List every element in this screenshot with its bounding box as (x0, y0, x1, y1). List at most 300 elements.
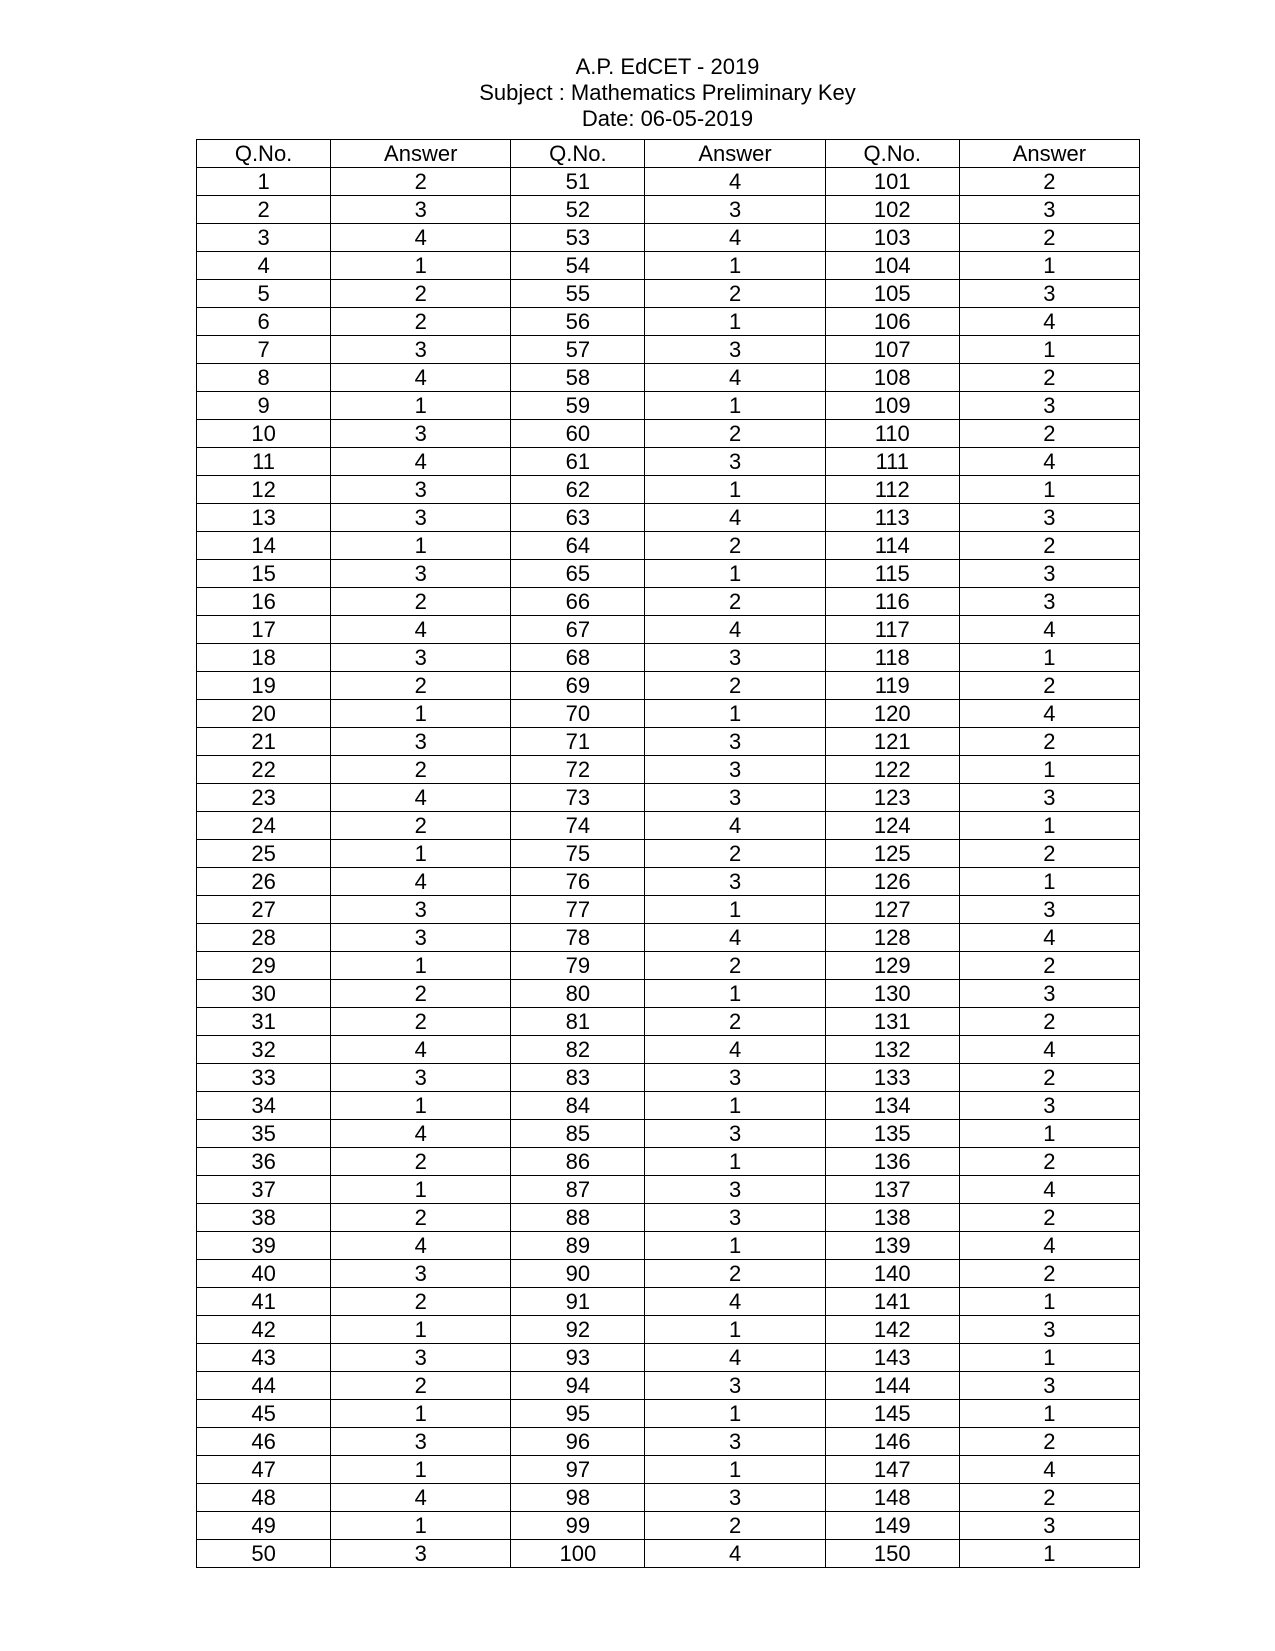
table-row (197, 1064, 1140, 1092)
answer-cell: 1 (645, 1232, 825, 1260)
column-header-answer: Answer (959, 140, 1139, 168)
question-number-cell: 86 (511, 1148, 645, 1176)
header-row (197, 140, 1140, 168)
answer-cell: 3 (331, 1344, 511, 1372)
question-number-cell: 61 (511, 448, 645, 476)
answer-cell: 3 (959, 1512, 1139, 1540)
answer-cell: 2 (331, 756, 511, 784)
answer-cell: 2 (331, 168, 511, 196)
question-number-cell: 117 (825, 616, 959, 644)
answer-cell: 4 (331, 868, 511, 896)
answer-cell: 4 (331, 224, 511, 252)
answer-cell: 3 (959, 980, 1139, 1008)
answer-cell: 3 (645, 196, 825, 224)
question-number-cell: 146 (825, 1428, 959, 1456)
question-number-cell: 69 (511, 672, 645, 700)
question-number-cell: 33 (197, 1064, 331, 1092)
answer-cell: 1 (959, 1540, 1139, 1568)
table-row (197, 476, 1140, 504)
table-row (197, 1512, 1140, 1540)
question-number-cell: 138 (825, 1204, 959, 1232)
answer-cell: 4 (959, 448, 1139, 476)
table-row (197, 1372, 1140, 1400)
answer-cell: 2 (959, 1260, 1139, 1288)
table-row (197, 924, 1140, 952)
answer-cell: 3 (331, 896, 511, 924)
answer-cell: 2 (331, 1148, 511, 1176)
question-number-cell: 119 (825, 672, 959, 700)
table-row (197, 1176, 1140, 1204)
question-number-cell: 56 (511, 308, 645, 336)
answer-cell: 4 (645, 616, 825, 644)
question-number-cell: 92 (511, 1316, 645, 1344)
answer-cell: 3 (645, 756, 825, 784)
table-row (197, 504, 1140, 532)
question-number-cell: 68 (511, 644, 645, 672)
question-number-cell: 149 (825, 1512, 959, 1540)
answer-cell: 4 (645, 168, 825, 196)
answer-cell: 1 (959, 644, 1139, 672)
answer-cell: 2 (959, 224, 1139, 252)
answer-cell: 1 (645, 1456, 825, 1484)
answer-cell: 2 (331, 672, 511, 700)
question-number-cell: 106 (825, 308, 959, 336)
answer-cell: 4 (645, 812, 825, 840)
question-number-cell: 12 (197, 476, 331, 504)
question-number-cell: 43 (197, 1344, 331, 1372)
table-row (197, 1232, 1140, 1260)
answer-cell: 1 (959, 812, 1139, 840)
question-number-cell: 64 (511, 532, 645, 560)
answer-cell: 3 (645, 644, 825, 672)
question-number-cell: 3 (197, 224, 331, 252)
question-number-cell: 8 (197, 364, 331, 392)
table-row (197, 812, 1140, 840)
question-number-cell: 89 (511, 1232, 645, 1260)
question-number-cell: 139 (825, 1232, 959, 1260)
answer-cell: 3 (645, 1120, 825, 1148)
question-number-cell: 111 (825, 448, 959, 476)
answer-cell: 2 (331, 1372, 511, 1400)
column-header-qno: Q.No. (197, 140, 331, 168)
question-number-cell: 23 (197, 784, 331, 812)
answer-cell: 2 (331, 1288, 511, 1316)
answer-cell: 1 (331, 1512, 511, 1540)
answer-cell: 4 (645, 1036, 825, 1064)
question-number-cell: 78 (511, 924, 645, 952)
answer-cell: 1 (331, 1400, 511, 1428)
answer-cell: 1 (331, 700, 511, 728)
table-row (197, 392, 1140, 420)
answer-cell: 1 (645, 896, 825, 924)
answer-cell: 3 (331, 728, 511, 756)
answer-cell: 2 (331, 308, 511, 336)
question-number-cell: 142 (825, 1316, 959, 1344)
answer-cell: 3 (645, 868, 825, 896)
question-number-cell: 101 (825, 168, 959, 196)
answer-cell: 4 (959, 1176, 1139, 1204)
question-number-cell: 40 (197, 1260, 331, 1288)
answer-key-body (197, 168, 1140, 1568)
question-number-cell: 88 (511, 1204, 645, 1232)
answer-cell: 1 (645, 308, 825, 336)
answer-cell: 4 (959, 1456, 1139, 1484)
answer-cell: 2 (959, 364, 1139, 392)
answer-cell: 4 (331, 784, 511, 812)
answer-cell: 2 (959, 1428, 1139, 1456)
answer-cell: 4 (959, 700, 1139, 728)
answer-cell: 2 (645, 672, 825, 700)
question-number-cell: 75 (511, 840, 645, 868)
answer-cell: 3 (959, 504, 1139, 532)
table-row (197, 1204, 1140, 1232)
answer-cell: 1 (645, 392, 825, 420)
question-number-cell: 148 (825, 1484, 959, 1512)
answer-cell: 3 (959, 1092, 1139, 1120)
question-number-cell: 104 (825, 252, 959, 280)
question-number-cell: 84 (511, 1092, 645, 1120)
answer-cell: 4 (645, 1288, 825, 1316)
question-number-cell: 37 (197, 1176, 331, 1204)
answer-cell: 1 (959, 1120, 1139, 1148)
answer-cell: 4 (331, 1120, 511, 1148)
answer-cell: 2 (645, 1008, 825, 1036)
question-number-cell: 62 (511, 476, 645, 504)
table-row (197, 196, 1140, 224)
question-number-cell: 67 (511, 616, 645, 644)
question-number-cell: 24 (197, 812, 331, 840)
question-number-cell: 143 (825, 1344, 959, 1372)
answer-cell: 4 (645, 364, 825, 392)
question-number-cell: 81 (511, 1008, 645, 1036)
question-number-cell: 16 (197, 588, 331, 616)
table-row (197, 532, 1140, 560)
question-number-cell: 122 (825, 756, 959, 784)
question-number-cell: 46 (197, 1428, 331, 1456)
document-header (0, 54, 1275, 132)
question-number-cell: 132 (825, 1036, 959, 1064)
question-number-cell: 93 (511, 1344, 645, 1372)
answer-cell: 2 (331, 1204, 511, 1232)
table-row (197, 308, 1140, 336)
answer-cell: 3 (331, 560, 511, 588)
question-number-cell: 91 (511, 1288, 645, 1316)
answer-cell: 4 (959, 616, 1139, 644)
question-number-cell: 130 (825, 980, 959, 1008)
table-row (197, 896, 1140, 924)
answer-cell: 3 (331, 504, 511, 532)
table-row (197, 1148, 1140, 1176)
question-number-cell: 47 (197, 1456, 331, 1484)
question-number-cell: 110 (825, 420, 959, 448)
answer-cell: 2 (959, 728, 1139, 756)
answer-cell: 4 (645, 1540, 825, 1568)
question-number-cell: 131 (825, 1008, 959, 1036)
question-number-cell: 126 (825, 868, 959, 896)
answer-cell: 1 (645, 252, 825, 280)
answer-cell: 4 (331, 448, 511, 476)
question-number-cell: 41 (197, 1288, 331, 1316)
table-row (197, 1428, 1140, 1456)
question-number-cell: 120 (825, 700, 959, 728)
answer-cell: 2 (645, 420, 825, 448)
question-number-cell: 59 (511, 392, 645, 420)
answer-cell: 2 (959, 1484, 1139, 1512)
question-number-cell: 55 (511, 280, 645, 308)
answer-cell: 1 (959, 868, 1139, 896)
answer-cell: 1 (645, 476, 825, 504)
answer-cell: 1 (645, 980, 825, 1008)
answer-cell: 2 (959, 1008, 1139, 1036)
question-number-cell: 48 (197, 1484, 331, 1512)
question-number-cell: 133 (825, 1064, 959, 1092)
answer-cell: 3 (331, 1260, 511, 1288)
question-number-cell: 147 (825, 1456, 959, 1484)
column-header-qno: Q.No. (825, 140, 959, 168)
table-row (197, 756, 1140, 784)
question-number-cell: 5 (197, 280, 331, 308)
answer-cell: 3 (959, 588, 1139, 616)
question-number-cell: 94 (511, 1372, 645, 1400)
answer-cell: 1 (331, 252, 511, 280)
table-row (197, 588, 1140, 616)
answer-cell: 4 (331, 364, 511, 392)
question-number-cell: 15 (197, 560, 331, 588)
answer-cell: 3 (331, 476, 511, 504)
answer-cell: 1 (331, 532, 511, 560)
question-number-cell: 99 (511, 1512, 645, 1540)
answer-cell: 1 (331, 1316, 511, 1344)
question-number-cell: 44 (197, 1372, 331, 1400)
question-number-cell: 74 (511, 812, 645, 840)
answer-cell: 2 (331, 980, 511, 1008)
question-number-cell: 140 (825, 1260, 959, 1288)
question-number-cell: 85 (511, 1120, 645, 1148)
answer-cell: 3 (959, 896, 1139, 924)
question-number-cell: 103 (825, 224, 959, 252)
question-number-cell: 38 (197, 1204, 331, 1232)
exam-date: Date: 06-05-2019 (581, 106, 754, 131)
table-row (197, 224, 1140, 252)
question-number-cell: 141 (825, 1288, 959, 1316)
question-number-cell: 73 (511, 784, 645, 812)
answer-cell: 2 (959, 1064, 1139, 1092)
table-row (197, 1400, 1140, 1428)
question-number-cell: 96 (511, 1428, 645, 1456)
answer-cell: 2 (959, 952, 1139, 980)
answer-cell: 3 (645, 784, 825, 812)
table-row (197, 980, 1140, 1008)
question-number-cell: 1 (197, 168, 331, 196)
table-row (197, 1316, 1140, 1344)
answer-cell: 4 (959, 1036, 1139, 1064)
answer-cell: 1 (645, 700, 825, 728)
question-number-cell: 129 (825, 952, 959, 980)
answer-cell: 3 (645, 1064, 825, 1092)
answer-cell: 4 (959, 1232, 1139, 1260)
answer-cell: 2 (645, 1260, 825, 1288)
question-number-cell: 65 (511, 560, 645, 588)
question-number-cell: 10 (197, 420, 331, 448)
table-row (197, 784, 1140, 812)
answer-cell: 3 (959, 1316, 1139, 1344)
answer-cell: 2 (331, 812, 511, 840)
column-header-answer: Answer (645, 140, 825, 168)
answer-cell: 1 (331, 952, 511, 980)
question-number-cell: 109 (825, 392, 959, 420)
answer-cell: 2 (959, 1148, 1139, 1176)
answer-cell: 3 (959, 784, 1139, 812)
table-row (197, 364, 1140, 392)
table-row (197, 1008, 1140, 1036)
question-number-cell: 4 (197, 252, 331, 280)
question-number-cell: 60 (511, 420, 645, 448)
answer-cell: 1 (959, 336, 1139, 364)
answer-cell: 2 (645, 280, 825, 308)
table-row (197, 252, 1140, 280)
answer-cell: 3 (959, 560, 1139, 588)
question-number-cell: 36 (197, 1148, 331, 1176)
answer-cell: 4 (645, 924, 825, 952)
question-number-cell: 20 (197, 700, 331, 728)
table-row (197, 168, 1140, 196)
question-number-cell: 83 (511, 1064, 645, 1092)
answer-cell: 1 (331, 1176, 511, 1204)
table-row (197, 1260, 1140, 1288)
question-number-cell: 137 (825, 1176, 959, 1204)
table-row (197, 952, 1140, 980)
answer-cell: 1 (645, 560, 825, 588)
answer-cell: 3 (645, 336, 825, 364)
question-number-cell: 145 (825, 1400, 959, 1428)
subject-title: Subject : Mathematics Preliminary Key (479, 80, 856, 105)
question-number-cell: 125 (825, 840, 959, 868)
question-number-cell: 42 (197, 1316, 331, 1344)
question-number-cell: 123 (825, 784, 959, 812)
answer-cell: 3 (331, 644, 511, 672)
question-number-cell: 19 (197, 672, 331, 700)
question-number-cell: 97 (511, 1456, 645, 1484)
exam-title: A.P. EdCET - 2019 (575, 54, 760, 79)
question-number-cell: 11 (197, 448, 331, 476)
question-number-cell: 22 (197, 756, 331, 784)
question-number-cell: 51 (511, 168, 645, 196)
question-number-cell: 112 (825, 476, 959, 504)
answer-cell: 2 (645, 588, 825, 616)
question-number-cell: 66 (511, 588, 645, 616)
answer-cell: 3 (645, 728, 825, 756)
answer-cell: 4 (645, 224, 825, 252)
answer-cell: 2 (331, 588, 511, 616)
table-row (197, 728, 1140, 756)
table-row (197, 1120, 1140, 1148)
answer-cell: 1 (959, 476, 1139, 504)
answer-cell: 1 (331, 1092, 511, 1120)
answer-cell: 1 (959, 1400, 1139, 1428)
question-number-cell: 127 (825, 896, 959, 924)
answer-cell: 3 (331, 924, 511, 952)
question-number-cell: 107 (825, 336, 959, 364)
question-number-cell: 21 (197, 728, 331, 756)
question-number-cell: 80 (511, 980, 645, 1008)
question-number-cell: 136 (825, 1148, 959, 1176)
question-number-cell: 82 (511, 1036, 645, 1064)
answer-cell: 1 (959, 1288, 1139, 1316)
question-number-cell: 90 (511, 1260, 645, 1288)
answer-cell: 4 (331, 616, 511, 644)
question-number-cell: 30 (197, 980, 331, 1008)
question-number-cell: 58 (511, 364, 645, 392)
table-row (197, 1484, 1140, 1512)
answer-cell: 2 (959, 672, 1139, 700)
question-number-cell: 98 (511, 1484, 645, 1512)
table-row (197, 280, 1140, 308)
question-number-cell: 53 (511, 224, 645, 252)
question-number-cell: 108 (825, 364, 959, 392)
question-number-cell: 28 (197, 924, 331, 952)
question-number-cell: 50 (197, 1540, 331, 1568)
table-row (197, 616, 1140, 644)
question-number-cell: 77 (511, 896, 645, 924)
table-row (197, 672, 1140, 700)
question-number-cell: 13 (197, 504, 331, 532)
question-number-cell: 87 (511, 1176, 645, 1204)
question-number-cell: 39 (197, 1232, 331, 1260)
question-number-cell: 118 (825, 644, 959, 672)
answer-cell: 2 (645, 840, 825, 868)
question-number-cell: 70 (511, 700, 645, 728)
question-number-cell: 32 (197, 1036, 331, 1064)
question-number-cell: 114 (825, 532, 959, 560)
column-header-qno: Q.No. (511, 140, 645, 168)
table-row (197, 700, 1140, 728)
answer-cell: 1 (331, 840, 511, 868)
answer-cell: 3 (959, 196, 1139, 224)
answer-cell: 1 (645, 1148, 825, 1176)
question-number-cell: 116 (825, 588, 959, 616)
question-number-cell: 54 (511, 252, 645, 280)
table-row (197, 448, 1140, 476)
answer-cell: 4 (331, 1232, 511, 1260)
question-number-cell: 72 (511, 756, 645, 784)
answer-cell: 4 (645, 504, 825, 532)
answer-cell: 3 (645, 1372, 825, 1400)
answer-cell: 3 (331, 1064, 511, 1092)
answer-cell: 3 (331, 196, 511, 224)
question-number-cell: 9 (197, 392, 331, 420)
answer-cell: 2 (959, 168, 1139, 196)
answer-cell: 2 (959, 840, 1139, 868)
answer-cell: 2 (959, 420, 1139, 448)
question-number-cell: 31 (197, 1008, 331, 1036)
answer-cell: 3 (331, 1428, 511, 1456)
question-number-cell: 113 (825, 504, 959, 532)
answer-cell: 2 (645, 1512, 825, 1540)
answer-cell: 1 (645, 1400, 825, 1428)
answer-cell: 3 (645, 1204, 825, 1232)
answer-cell: 3 (959, 392, 1139, 420)
question-number-cell: 124 (825, 812, 959, 840)
answer-cell: 3 (645, 1428, 825, 1456)
answer-cell: 1 (331, 1456, 511, 1484)
answer-cell: 4 (331, 1484, 511, 1512)
answer-cell: 2 (331, 280, 511, 308)
answer-cell: 1 (959, 1344, 1139, 1372)
question-number-cell: 128 (825, 924, 959, 952)
answer-cell: 3 (331, 420, 511, 448)
table-row (197, 840, 1140, 868)
answer-cell: 2 (959, 532, 1139, 560)
